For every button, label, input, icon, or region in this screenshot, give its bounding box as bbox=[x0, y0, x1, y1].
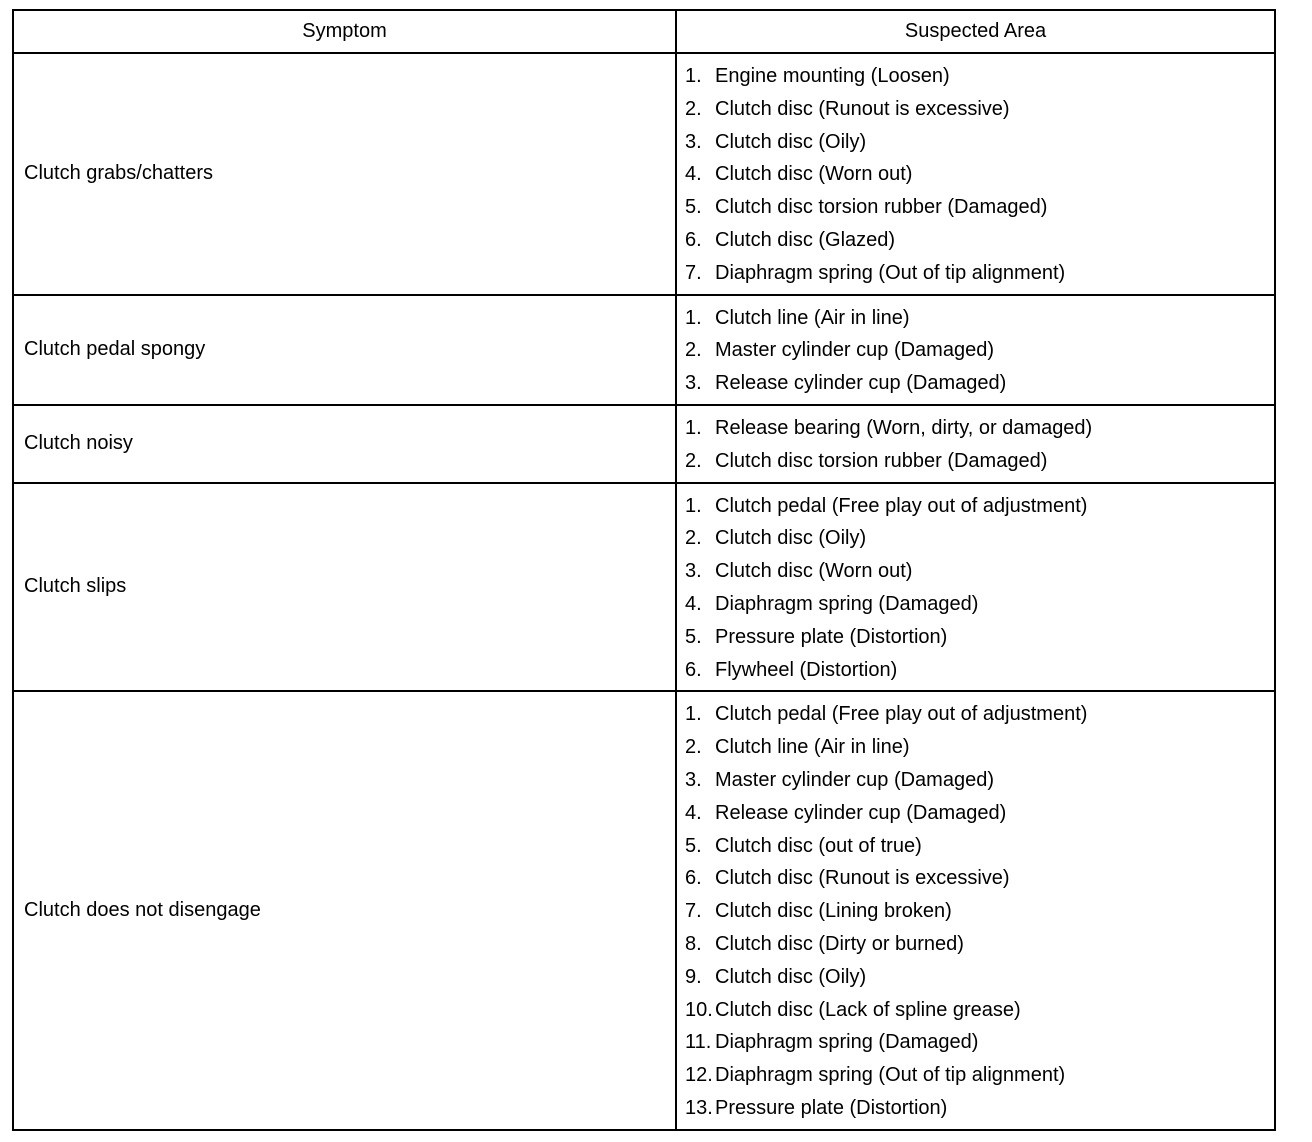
cause-number: 11. bbox=[685, 1031, 712, 1054]
cause-number: 5. bbox=[685, 196, 702, 219]
cause-number: 1. bbox=[685, 703, 702, 726]
cause-item bbox=[685, 731, 1274, 764]
cause-number: 4. bbox=[685, 163, 702, 186]
table-row bbox=[13, 483, 1275, 692]
cause-text: Release cylinder cup (Damaged) bbox=[715, 372, 1007, 395]
cause-number: 2. bbox=[685, 736, 702, 759]
cause-text: Clutch pedal (Free play out of adjustment) bbox=[715, 494, 1088, 517]
cause-text: Pressure plate (Distortion) bbox=[715, 1096, 948, 1119]
cause-number: 7. bbox=[685, 261, 702, 284]
cause-text: Diaphragm spring (Out of tip alignment) bbox=[715, 261, 1066, 284]
cause-number: 3. bbox=[685, 130, 702, 153]
symptom-cell: Clutch does not disengage bbox=[13, 691, 676, 1129]
cause-item bbox=[685, 698, 1274, 731]
cause-item bbox=[685, 302, 1274, 335]
cause-text: Clutch disc (Dirty or burned) bbox=[715, 932, 964, 955]
cause-item bbox=[685, 367, 1274, 400]
cause-text: Clutch disc (Lining broken) bbox=[715, 900, 952, 923]
cause-text: Clutch disc (Worn out) bbox=[715, 163, 913, 186]
cause-item bbox=[685, 1059, 1274, 1092]
cause-number: 6. bbox=[685, 228, 702, 251]
cause-item bbox=[685, 764, 1274, 797]
cause-number: 2. bbox=[685, 97, 702, 120]
cause-item bbox=[685, 928, 1274, 961]
table-row bbox=[13, 405, 1275, 483]
cause-item bbox=[685, 588, 1274, 621]
suspected-area-cell bbox=[676, 691, 1275, 1129]
cause-list bbox=[685, 60, 1274, 290]
table-row bbox=[13, 295, 1275, 405]
cause-text: Clutch disc (Worn out) bbox=[715, 560, 913, 583]
cause-text: Diaphragm spring (Damaged) bbox=[715, 592, 979, 615]
symptom-column-header: Symptom bbox=[13, 10, 676, 53]
cause-text: Master cylinder cup (Damaged) bbox=[715, 768, 994, 791]
cause-number: 13. bbox=[685, 1096, 713, 1119]
cause-item bbox=[685, 862, 1274, 895]
cause-text: Clutch disc (Oily) bbox=[715, 527, 867, 550]
cause-number: 2. bbox=[685, 527, 702, 550]
cause-text: Clutch disc (Oily) bbox=[715, 965, 867, 988]
cause-item bbox=[685, 895, 1274, 928]
cause-item bbox=[685, 191, 1274, 224]
cause-text: Clutch disc (Oily) bbox=[715, 130, 867, 153]
suspected-area-cell bbox=[676, 405, 1275, 483]
header-row bbox=[13, 10, 1275, 53]
cause-text: Clutch line (Air in line) bbox=[715, 736, 910, 759]
cause-text: Clutch pedal (Free play out of adjustment) bbox=[715, 703, 1088, 726]
cause-number: 1. bbox=[685, 65, 702, 87]
cause-text: Pressure plate (Distortion) bbox=[715, 625, 948, 648]
cause-list bbox=[685, 302, 1274, 400]
suspected-area-cell bbox=[676, 483, 1275, 692]
cause-item bbox=[685, 126, 1274, 159]
cause-item bbox=[685, 994, 1274, 1027]
cause-number: 1. bbox=[685, 494, 702, 517]
cause-text: Diaphragm spring (Out of tip alignment) bbox=[715, 1064, 1066, 1087]
cause-item bbox=[685, 490, 1274, 523]
cause-text: Release cylinder cup (Damaged) bbox=[715, 801, 1007, 824]
cause-number: 4. bbox=[685, 592, 702, 615]
cause-item bbox=[685, 1092, 1274, 1125]
cause-number: 4. bbox=[685, 801, 702, 824]
table-row bbox=[13, 53, 1275, 295]
cause-list bbox=[685, 490, 1274, 687]
troubleshooting-table bbox=[12, 9, 1276, 1131]
cause-list bbox=[685, 698, 1274, 1124]
cause-number: 12. bbox=[685, 1064, 713, 1087]
cause-number: 5. bbox=[685, 625, 702, 648]
cause-item bbox=[685, 445, 1274, 478]
cause-text: Clutch disc (Runout is excessive) bbox=[715, 97, 1010, 120]
cause-number: 3. bbox=[685, 768, 702, 791]
cause-item bbox=[685, 334, 1274, 367]
cause-text: Diaphragm spring (Damaged) bbox=[715, 1031, 979, 1054]
cause-number: 10. bbox=[685, 998, 713, 1021]
cause-text: Engine mounting (Loosen) bbox=[715, 65, 950, 87]
cause-item bbox=[685, 412, 1274, 445]
cause-item bbox=[685, 621, 1274, 654]
cause-number: 3. bbox=[685, 372, 702, 395]
cause-text: Clutch disc (Glazed) bbox=[715, 228, 896, 251]
cause-item bbox=[685, 224, 1274, 257]
cause-text: Master cylinder cup (Damaged) bbox=[715, 339, 994, 362]
symptom-cell: Clutch pedal spongy bbox=[13, 295, 676, 405]
cause-item bbox=[685, 555, 1274, 588]
cause-list bbox=[685, 412, 1274, 478]
cause-text: Flywheel (Distortion) bbox=[715, 658, 898, 681]
table-row bbox=[13, 691, 1275, 1129]
cause-number: 2. bbox=[685, 449, 702, 472]
cause-text: Release bearing (Worn, dirty, or damaged) bbox=[715, 416, 1093, 439]
cause-text: Clutch disc torsion rubber (Damaged) bbox=[715, 196, 1048, 219]
cause-item bbox=[685, 654, 1274, 687]
cause-text: Clutch disc (Lack of spline grease) bbox=[715, 998, 1021, 1021]
cause-item bbox=[685, 522, 1274, 555]
cause-number: 9. bbox=[685, 965, 702, 988]
cause-item bbox=[685, 93, 1274, 126]
cause-number: 7. bbox=[685, 900, 702, 923]
suspected-area-cell bbox=[676, 295, 1275, 405]
suspected-area-column-header: Suspected Area bbox=[676, 10, 1275, 53]
cause-item bbox=[685, 830, 1274, 863]
cause-number: 5. bbox=[685, 834, 702, 857]
suspected-area-cell bbox=[676, 53, 1275, 295]
cause-item bbox=[685, 60, 1274, 93]
cause-item bbox=[685, 961, 1274, 994]
cause-text: Clutch disc (Runout is excessive) bbox=[715, 867, 1010, 890]
cause-item bbox=[685, 158, 1274, 191]
symptom-cell: Clutch grabs/chatters bbox=[13, 53, 676, 295]
cause-text: Clutch line (Air in line) bbox=[715, 306, 910, 329]
cause-text: Clutch disc torsion rubber (Damaged) bbox=[715, 449, 1048, 472]
cause-item bbox=[685, 257, 1274, 290]
table-body bbox=[13, 53, 1275, 1130]
cause-number: 1. bbox=[685, 306, 702, 329]
cause-item bbox=[685, 797, 1274, 830]
cause-number: 6. bbox=[685, 658, 702, 681]
cause-number: 3. bbox=[685, 560, 702, 583]
cause-number: 6. bbox=[685, 867, 702, 890]
cause-number: 2. bbox=[685, 339, 702, 362]
cause-text: Clutch disc (out of true) bbox=[715, 834, 922, 857]
cause-number: 8. bbox=[685, 932, 702, 955]
cause-item bbox=[685, 1026, 1274, 1059]
cause-number: 1. bbox=[685, 416, 702, 439]
symptom-cell: Clutch noisy bbox=[13, 405, 676, 483]
symptom-cell: Clutch slips bbox=[13, 483, 676, 692]
